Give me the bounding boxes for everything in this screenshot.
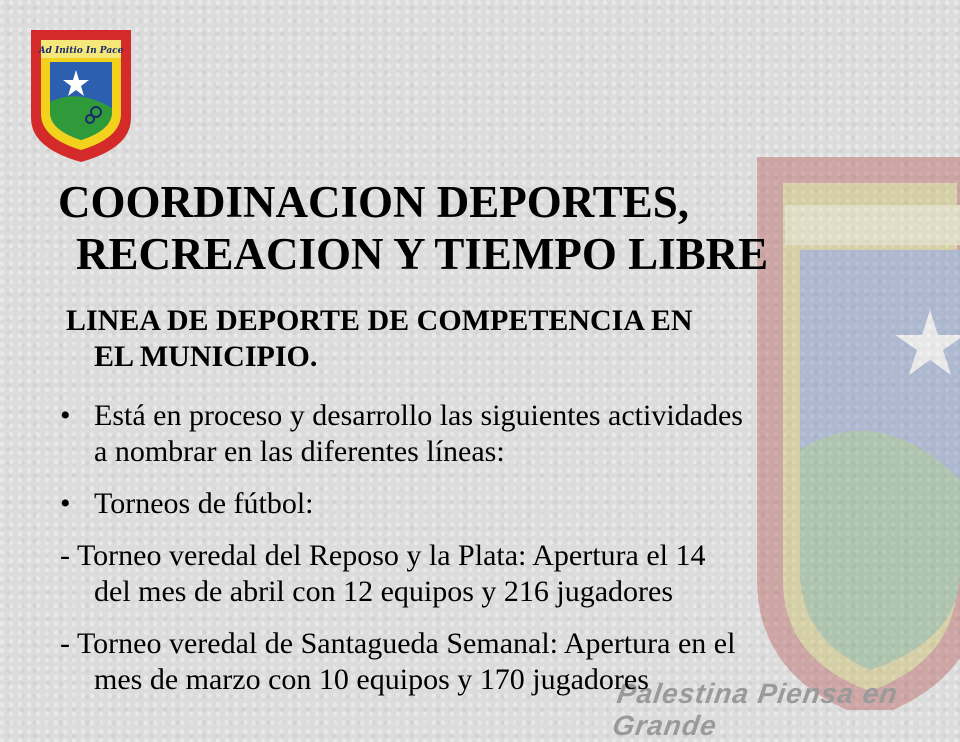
watermark-slogan: Palestina Piensa en Grande (610, 678, 900, 741)
municipal-shield-logo (28, 26, 134, 164)
list-item (60, 626, 910, 698)
list-item-line-2: mes de marzo con 10 equipos y 170 jugadores (94, 663, 649, 696)
bullet-item (60, 486, 910, 522)
bullet-text-line-2: a nombrar en las diferentes líneas: (94, 435, 505, 468)
bullet-marker: • (60, 487, 71, 520)
subtitle-line-1: LINEA DE DEPORTE DE COMPETENCIA EN (66, 304, 693, 337)
list-item-line-1: - Torneo veredal del Reposo y la Plata: Apertura el 14 (60, 539, 706, 572)
bullet-text-line-1: Está en proceso y desarrollo las siguientes actividades (94, 399, 743, 432)
slide-body (60, 398, 910, 714)
list-item-line-1: - Torneo veredal de Santagueda Semanal: Apertura en el (60, 627, 736, 660)
section-subtitle (66, 303, 866, 375)
svg-text:Ad Initio In Pace: Ad Initio In Pace (38, 46, 124, 56)
bullet-marker: • (60, 399, 71, 432)
slide-title (58, 176, 918, 280)
title-line-1: COORDINACION DEPORTES, (58, 177, 689, 227)
subtitle-line-2: EL MUNICIPIO. (94, 340, 318, 373)
bullet-item (60, 398, 910, 470)
list-item-line-2: del mes de abril con 12 equipos y 216 jugadores (94, 575, 674, 608)
bullet-text-line-1: Torneos de fútbol: (94, 487, 314, 520)
title-line-2: RECREACION Y TIEMPO LIBRE (76, 229, 769, 279)
list-item (60, 538, 910, 610)
